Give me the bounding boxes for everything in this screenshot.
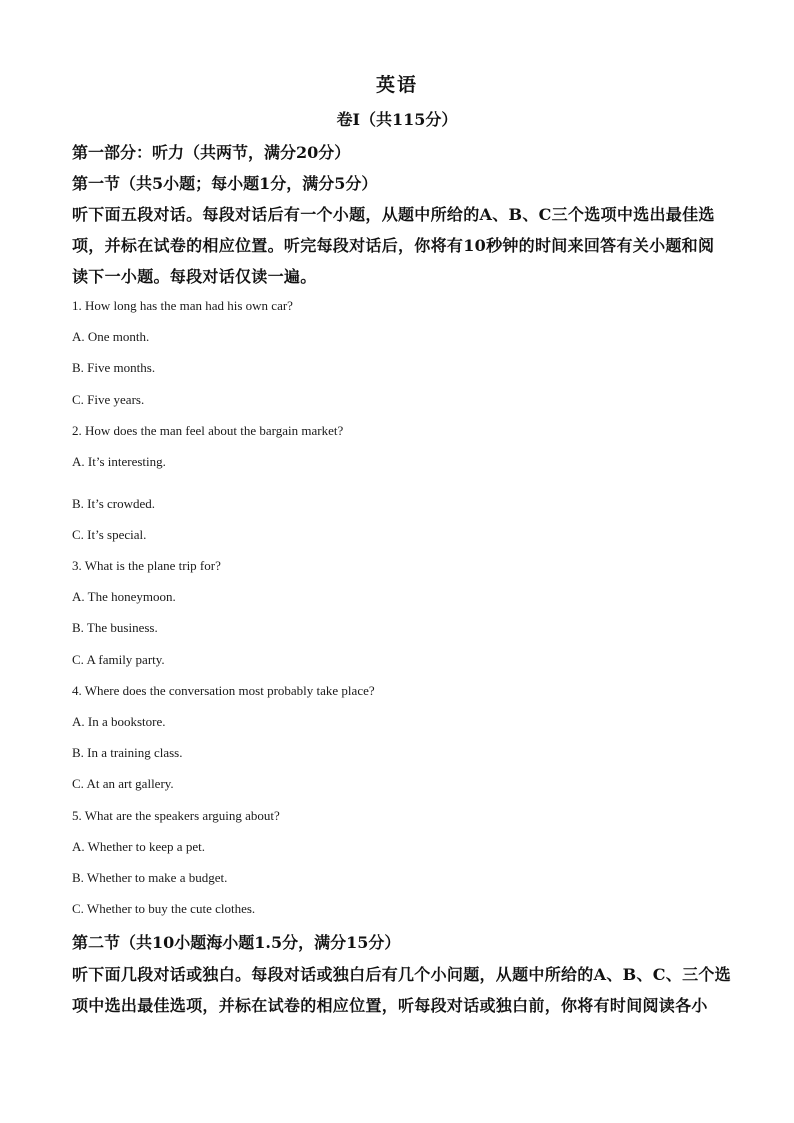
question-1-option-c: C. Five years. [72, 392, 145, 407]
question-2-option-c: C. It’s special. [72, 527, 147, 542]
section1-heading: 第一节（共5小题；每小题1分，满分5分） [72, 174, 378, 193]
question-3-option-a: A. The honeymoon. [72, 589, 176, 604]
question-1: 1. How long has the man had his own car? [72, 298, 293, 313]
question-5-option-a: A. Whether to keep a pet. [72, 839, 205, 854]
question-4-option-c: C. At an art gallery. [72, 776, 174, 791]
question-4: 4. Where does the conversation most probably take place? [72, 683, 375, 698]
section2-instruction-line: 项中选出最佳选项，并标在试卷的相应位置，听每段对话或独白前，你将有时间阅读各小 [72, 996, 708, 1015]
page-title: 英语 [375, 74, 418, 96]
question-5-option-b: B. Whether to make a budget. [72, 870, 228, 885]
question-5: 5. What are the speakers arguing about? [72, 808, 280, 823]
question-1-option-a: A. One month. [72, 329, 150, 344]
page-subtitle: 卷Ⅰ（共115分） [336, 110, 458, 129]
question-3: 3. What is the plane trip for? [72, 558, 221, 573]
question-3-option-c: C. A family party. [72, 652, 165, 667]
section1-instruction-line: 听下面五段对话。每段对话后有一个小题，从题中所给的A、B、C三个选项中选出最佳选 [72, 205, 715, 224]
part1-heading: 第一部分：听力（共两节，满分20分） [72, 143, 351, 162]
section1-instruction-line: 读下一小题。每段对话仅读一遍。 [72, 267, 317, 286]
question-1-option-b: B. Five months. [72, 360, 156, 375]
section2-instruction-line: 听下面几段对话或独白。每段对话或独白后有几个小问题，从题中所给的A、B、C、三个选 [72, 965, 731, 984]
question-2-option-b: B. It’s crowded. [72, 496, 156, 511]
question-4-option-a: A. In a bookstore. [72, 714, 166, 729]
question-4-option-b: B. In a training class. [72, 745, 183, 760]
question-3-option-b: B. The business. [72, 620, 158, 635]
section1-instruction-line: 项，并标在试卷的相应位置。听完每段对话后，你将有10秒钟的时间来回答有关小题和阅 [72, 236, 715, 255]
question-5-option-c: C. Whether to buy the cute clothes. [72, 901, 256, 916]
section2-heading: 第二节（共10小题海小题1.5分，满分15分） [72, 933, 401, 952]
question-2: 2. How does the man feel about the bargain market? [72, 423, 344, 438]
question-2-option-a: A. It’s interesting. [72, 454, 166, 469]
